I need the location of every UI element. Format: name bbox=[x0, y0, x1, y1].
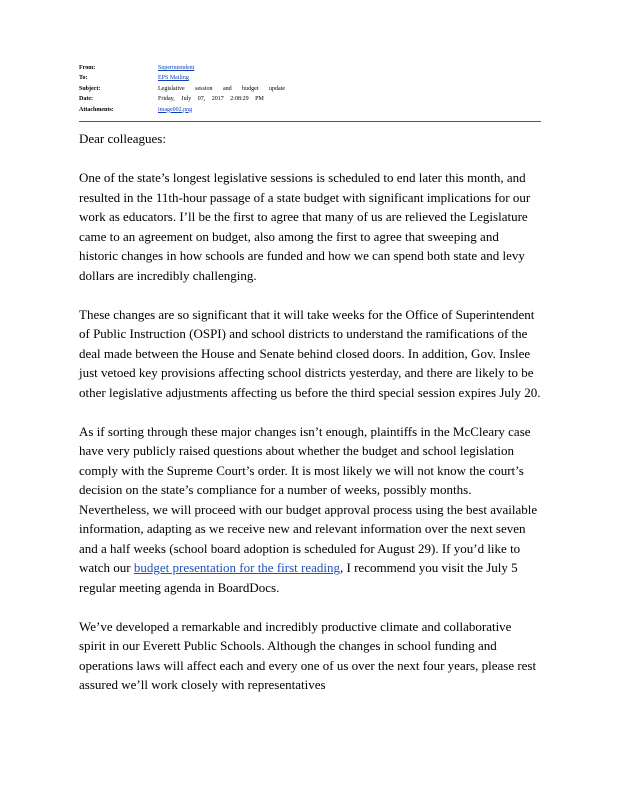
to-value[interactable]: EPS Mailing bbox=[158, 75, 189, 82]
paragraph-4: We’ve developed a remarkable and incredibly productive climate and collaborative spirit in our Everett Public Schools. Although the changes in school funding and operations laws will affect each and every one of us over the next four years, please rest assured we’ll work closely with representatives bbox=[79, 618, 537, 692]
paragraph-3-text-start: As if sorting through these major changes isn’t enough, plaintiffs in the McCleary case have very publicly raised questions about whether the budget and school legislation comply with the Supreme Court’s order. It is most likely we will not know the court’s decision on the state’s compliance for a number of weeks, possibly months. Nevertheless, we will proceed with our budget approval process using the best available information, adapting as we receive new and relevant information over the next seven and a half weeks (school board adoption is scheduled for August 29). If you’d like to watch our bbox=[79, 423, 538, 575]
letter-body bbox=[79, 129, 541, 714]
from-value[interactable]: Superintendent bbox=[158, 65, 195, 71]
paragraph-1: One of the state’s longest legislative sessions is scheduled to end later this month, and resulted in the 11th-hour passage of a state budget with significant implications for our work as educators. I’ll be the first to agree that many of us are relieved the Legislature came to an agreement on budget, also among the first to agree that sweeping and historic changes in how schools are funded and how we can spend both state and levy dollars are incredibly challenging. bbox=[79, 170, 531, 283]
paragraph-3 bbox=[79, 422, 541, 598]
to-row bbox=[79, 73, 541, 83]
budget-presentation-link[interactable]: budget presentation for the first reading bbox=[133, 560, 341, 575]
header-divider bbox=[79, 121, 541, 122]
greeting: Dear colleagues: bbox=[79, 131, 166, 146]
from-label: From: bbox=[79, 65, 96, 71]
date-row bbox=[79, 94, 541, 104]
from-row bbox=[79, 63, 541, 73]
attachments-row bbox=[79, 105, 541, 115]
subject-label: Subject: bbox=[79, 85, 101, 92]
date-value: Friday, July 07, 2017 2:08:29 PM bbox=[158, 96, 264, 103]
email-header bbox=[79, 63, 541, 115]
to-label: To: bbox=[79, 75, 88, 82]
paragraph-3-text-end: , I recommend you visit the July 5 regular meeting agenda in BoardDocs. bbox=[79, 560, 518, 595]
attachment-link[interactable]: image002.png bbox=[158, 106, 193, 113]
date-label: Date: bbox=[79, 96, 93, 103]
subject-value: Legislative session and budget update bbox=[158, 85, 285, 92]
paragraph-2: These changes are so significant that it will take weeks for the Office of Superintendent of Public Instruction (OSPI) and school districts to understand the ramifications of the deal made between the House and Senate behind closed doors. In addition, Gov. Inslee just vetoed key provisions affecting school districts yesterday, and there are likely to be other legislative adjustments affecting us before the third special session expires July 20. bbox=[79, 306, 541, 400]
subject-row bbox=[79, 84, 541, 94]
attachments-label: Attachments: bbox=[79, 106, 114, 113]
